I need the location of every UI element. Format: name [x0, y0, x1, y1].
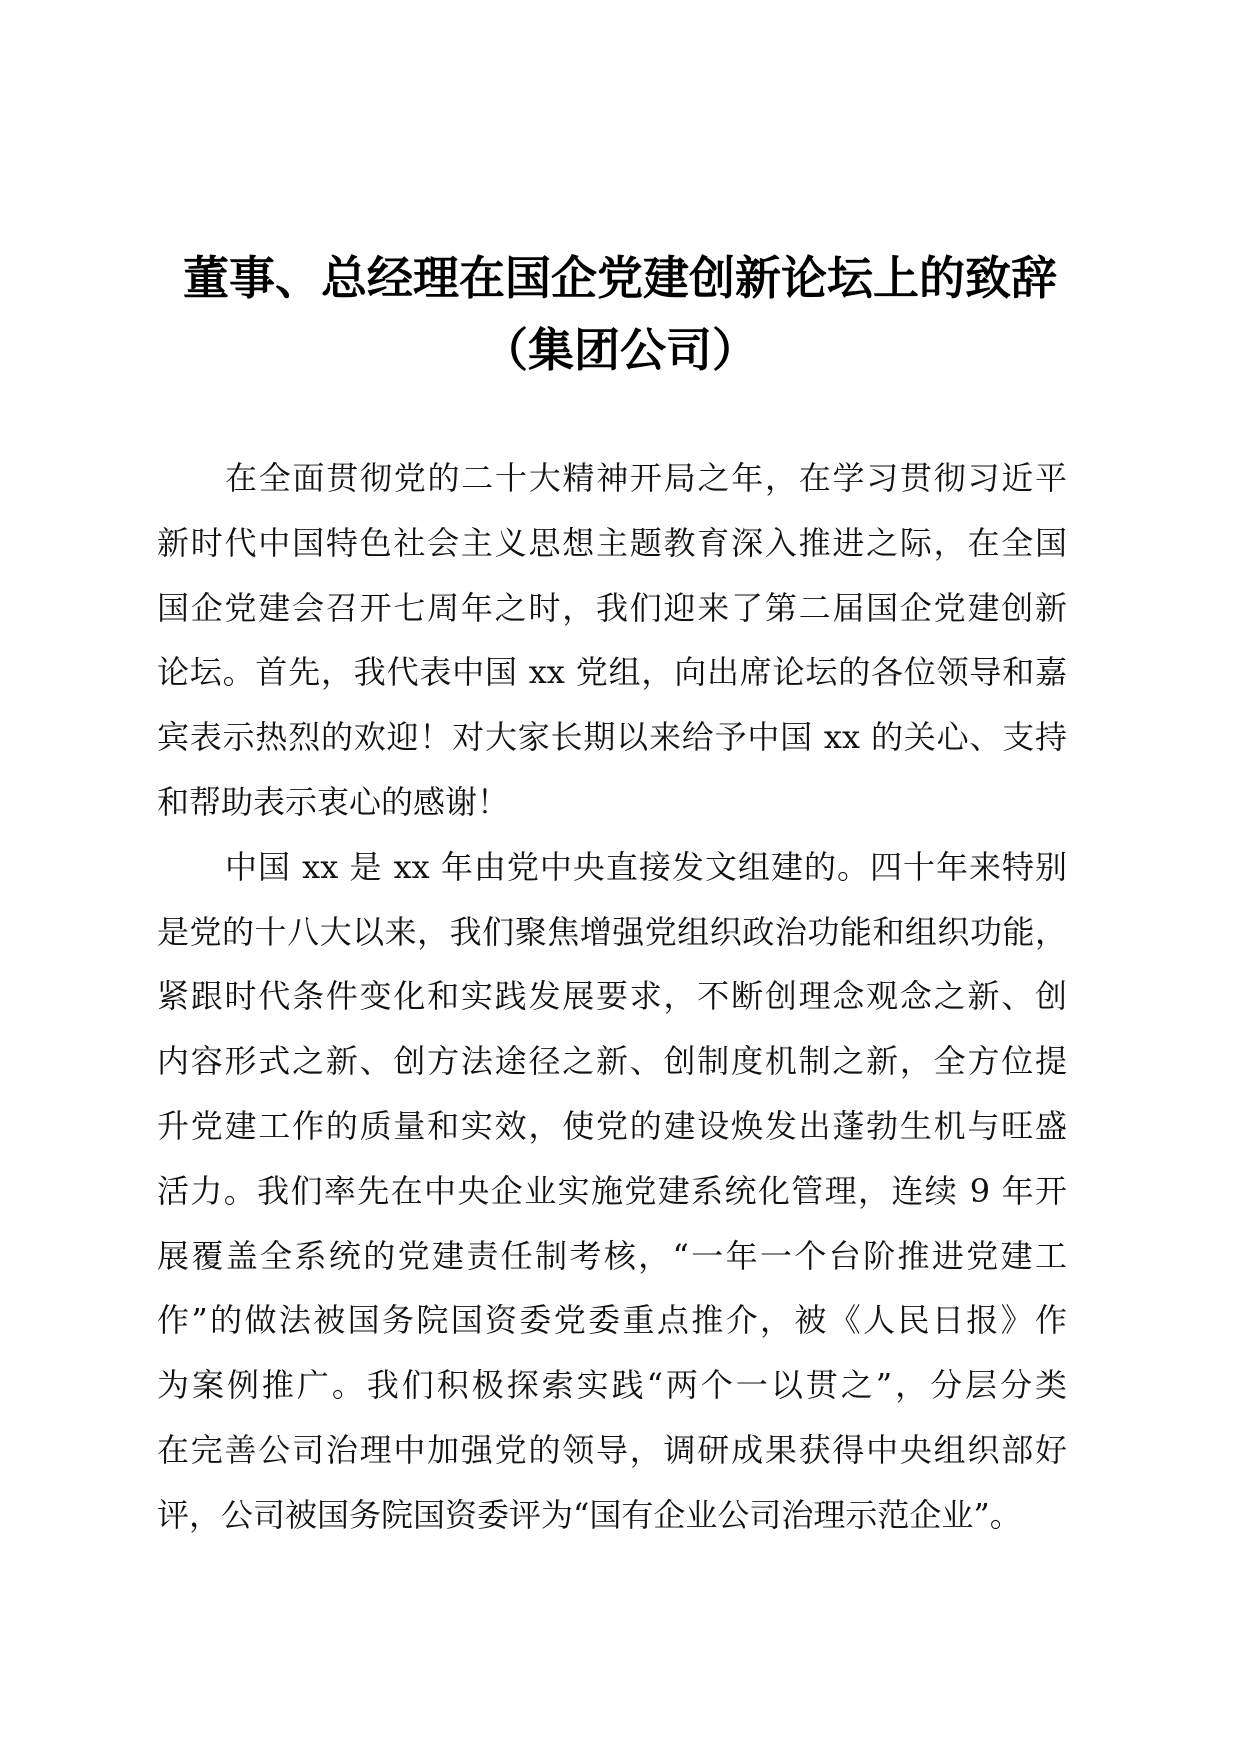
paragraph-line: 新时代中国特色社会主义思想主题教育深入推进之际，在全国 — [157, 523, 1067, 562]
paragraph-line: 展覆盖全系统的党建责任制考核，“一年一个台阶推进党建工 — [157, 1236, 1067, 1275]
paragraph-line: 和帮助表示衷心的感谢！ — [157, 782, 510, 821]
paragraph-line: 升党建工作的质量和实效，使党的建设焕发出蓬勃生机与旺盛 — [157, 1106, 1067, 1145]
paragraph-line: 为案例推广。我们积极探索实践“两个一以贯之”，分层分类 — [157, 1366, 1067, 1405]
paragraph-line: 中国 xx 是 xx 年由党中央直接发文组建的。四十年来特别 — [225, 847, 1067, 886]
paragraph-line: 作”的做法被国务院国资委党委重点推介，被《人民日报》作 — [157, 1301, 1067, 1340]
paragraph-line: 活力。我们率先在中央企业实施党建系统化管理，连续 9 年开 — [157, 1171, 1067, 1210]
paragraph-line: 内容形式之新、创方法途径之新、创制度机制之新，全方位提 — [157, 1042, 1067, 1081]
document-title — [0, 242, 1240, 386]
paragraph-line: 宾表示热烈的欢迎！对大家长期以来给予中国 xx 的关心、支持 — [157, 718, 1067, 757]
document-body — [157, 446, 1067, 1548]
paragraph-line: 在完善公司治理中加强党的领导，调研成果获得中央组织部好 — [157, 1430, 1067, 1469]
paragraph-2 — [157, 835, 1067, 1548]
paragraph-line: 论坛。首先，我代表中国 xx 党组，向出席论坛的各位领导和嘉 — [157, 653, 1067, 692]
paragraph-1 — [157, 446, 1067, 835]
title-line-1: 董事、总经理在国企党建创新论坛上的致辞 — [183, 251, 1057, 305]
paragraph-line: 紧跟时代条件变化和实践发展要求，不断创理念观念之新、创 — [157, 977, 1067, 1016]
paragraph-line: 是党的十八大以来，我们聚焦增强党组织政治功能和组织功能， — [157, 912, 1067, 951]
paragraph-line: 在全面贯彻党的二十大精神开局之年，在学习贯彻习近平 — [225, 459, 1067, 497]
title-line-2: （集团公司） — [482, 323, 758, 377]
paragraph-line: 评，公司被国务院国资委评为“国有企业公司治理示范企业”。 — [157, 1495, 1022, 1534]
paragraph-line: 国企党建会召开七周年之时，我们迎来了第二届国企党建创新 — [157, 588, 1067, 627]
